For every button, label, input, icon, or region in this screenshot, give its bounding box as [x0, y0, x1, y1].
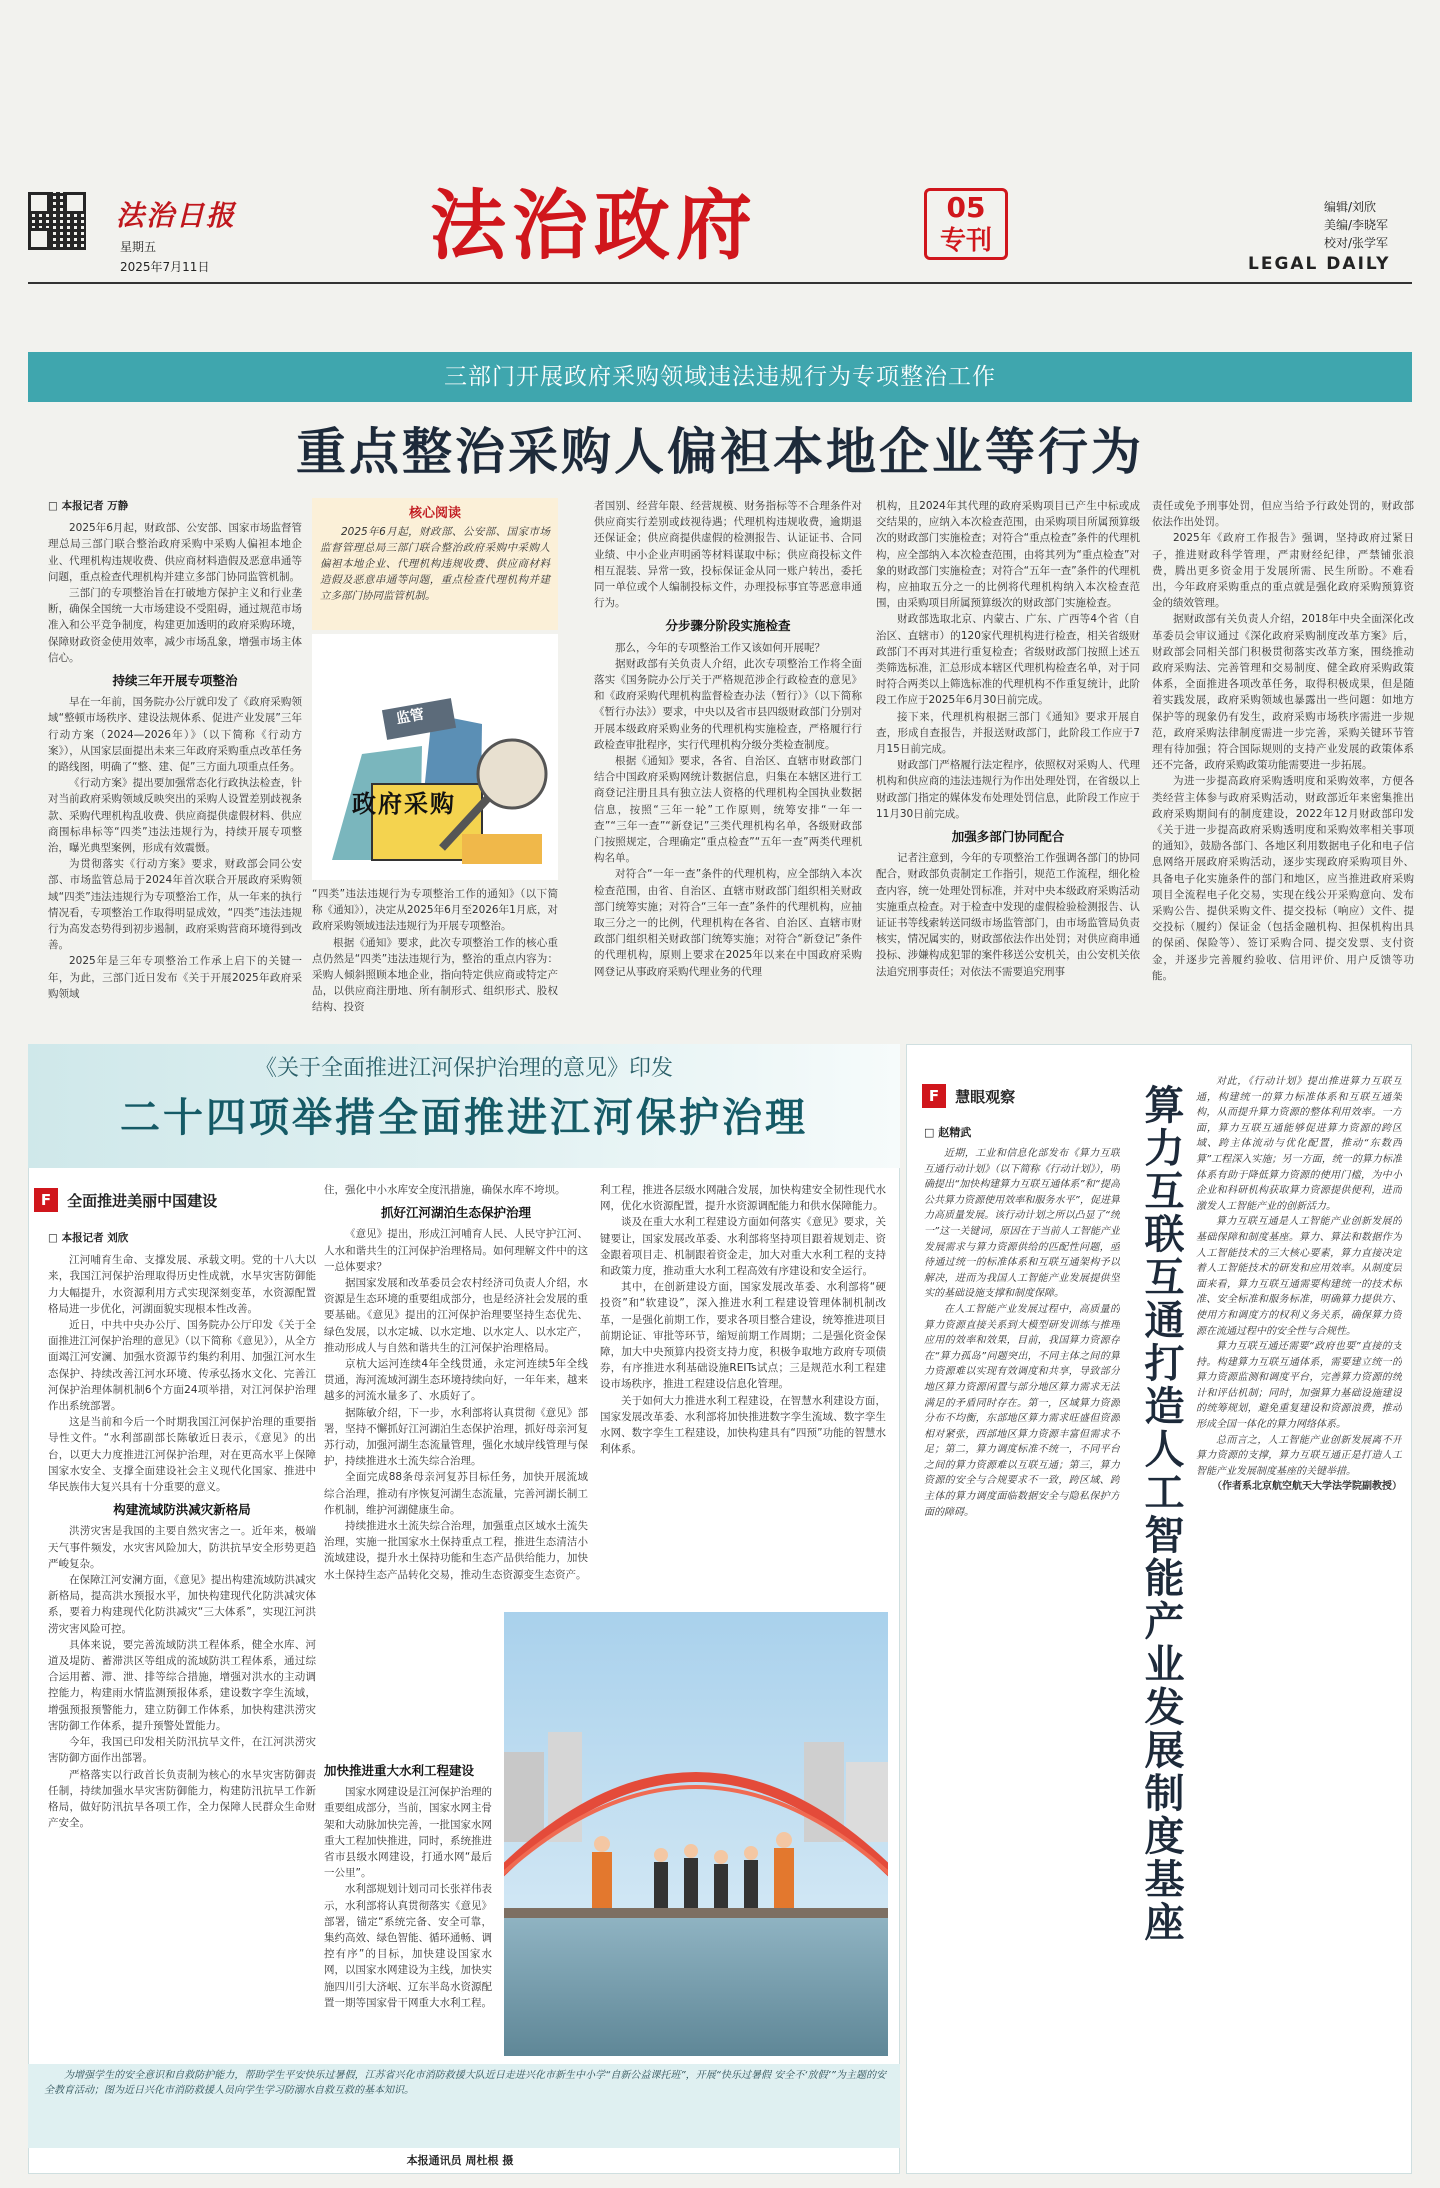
article2-para: 其中，在创新建设方面，国家发展改革委、水利部将“硬投资”和“软建设”，深入推进水利工程建设管理体制机制改革，一是强化前期工作，要求各项目整合建设，统筹推进项目前期论证、审批等环节，缩短前期工作周期；二是强化资金保障，加大中央预算内投资支持力度，积极争取地方政府专项债券，有序推进水利基础设施REITs试点；三是规范水利工程建设市场秩序，推进工程建设信息化管理。 [600, 1281, 886, 1391]
masthead-rule [28, 282, 1412, 284]
article1-para: 根据《通知》要求，各省、自治区、直辖市财政部门结合中国政府采购网统计数据信息，归集在本辖区进行工商登记注册且具有独立法人资格的代理机构全国执业数据信息，按照“三年一轮”工作原则，统筹安排“一年一查”“三年一查”“新登记”三类代理机构名单，各级财政部门按照规定，合理确定“重点检查”“五年一查”两类代理机构名单。 [594, 755, 862, 865]
article1-headline: 重点整治采购人偏袒本地企业等行为 [296, 423, 1144, 481]
government-procurement-illustration [312, 634, 558, 880]
article1-kicker-bar [28, 352, 1412, 402]
article1-para: 《行动方案》提出要加强常态化行政执法检查，针对当前政府采购领域反映突出的采购人设置差别歧视条款、采购代理机构乱收费、供应商提供虚假材料、供应商围标串标等“四类”违法违规行为，持续开展专项整治，曝光典型案例，形成有效震慑。 [48, 777, 302, 855]
article2-para: 住，强化中小水库安全度汛措施，确保水库不垮坝。 [324, 1184, 566, 1196]
article2-para: 江河哺育生命、支撑发展、承载文明。党的十八大以来，我国江河保护治理取得历史性成就，水旱灾害防御能力大幅提升，水资源利用方式实现深刻变革，水资源配置格局进一步优化，河湖面貌实现根本性改善。 [48, 1254, 316, 1315]
article1-para: 2025年《政府工作报告》强调，坚持政府过紧日子，推进财政科学管理，严肃财经纪律，严禁铺张浪费，腾出更多资金用于发展所需、民生所盼。不难看出，今年政府采购重点的重点就是强化政府采购预算资金的绩效管理。 [1152, 532, 1414, 610]
article1-kicker: 三部门开展政府采购领域违法违规行为专项整治工作 [444, 364, 996, 390]
article2-subhead-2: 抓好江河湖泊生态保护治理 [380, 1205, 531, 1221]
article2-kicker: 《关于全面推进江河保护治理的意见》印发 [254, 1056, 673, 1081]
article2-para: 利工程，推进各层级水网融合发展，加快构建安全韧性现代水网，优化水资源配置，提升水资源调配能力和供水保障能力。 [600, 1184, 886, 1213]
article3-para: 近期，工业和信息化部发布《算力互联互通行动计划》（以下简称《行动计划》），明确提出“加快构建算力互联互通体系”和“提高公共算力资源使用效率和服务水平”，促进算力高质量发展。该行动计划之所以凸显了“统一”这一关键词，原因在于当前人工智能产业发展需求与算力资源供给的匹配性问题，亟待通过统一的标准体系和互联互通架构予以解决，进而为我国人工智能产业发展提供坚实的基础设施支撑和制度保障。 [924, 1148, 1120, 1300]
article2-para: 全面完成88条母亲河复苏目标任务，加快开展流域综合治理，推动有序恢复河湖生态流量，完善河湖长制工作机制，维护河湖健康生命。 [324, 1471, 588, 1516]
article1-column-2 [312, 886, 558, 1018]
english-name: LEGAL DAILY [1248, 254, 1391, 274]
article2-para: 在保障江河安澜方面，《意见》提出构建流域防洪减灾新格局，提高洪水预报水平，加快构建现代化防洪减灾体系，要着力构建现代化防洪减灾“三大体系”，实现江河洪涝灾害风险可控。 [48, 1574, 316, 1635]
article1-subhead-3: 加强多部门协同配合 [951, 829, 1065, 845]
qr-code [28, 192, 86, 250]
article1-subhead-2: 分步骤分阶段实施检查 [665, 618, 791, 634]
article3-para: 算力互联互通还需要“政府也要”直接的支持。构建算力互联互通体系，需要建立统一的算力资源监测和调度平台，完善算力资源的统计和评估机制；同时，加强算力基础设施建设的统筹规划，避免重复建设和资源浪费，推动形成全国一体化的算力网络体系。 [1196, 1341, 1402, 1431]
staff-proofreader: 校对/张学军 [1324, 236, 1389, 250]
bridge-photo-svg [504, 1612, 888, 2056]
article1-byline: □ 本报记者 万静 [48, 500, 129, 512]
article3-column-1 [924, 1146, 1120, 2158]
article2-column-label-text: 全面推进美丽中国建设 [67, 1191, 218, 1210]
article1-para: 财政部选取北京、内蒙古、广东、广西等4个省（自治区、直辖市）的120家代理机构进行检查，相关省级财政部门不再对其进行重复检查；省级财政部门按照上述五类筛选标准，汇总形成本辖区代理机构检查名单，对于同时符合两类以上筛选标准的代理机构不作重复统计，此阶段工作应于2025年6月30日前完成。 [876, 613, 1140, 707]
article1-para: 机构，且2024年其代理的政府采购项目已产生中标或成交结果的，应纳入本次检查范围，由采购项目所属预算级次的财政部门实施检查；对符合“重点检查”条件的代理机构，应全部纳入本次检查范围，由将其列为“重点检查”对象的财政部门实施检查；对符合“五年一查”条件的代理机构，应抽取五分之一的比例将代理机构纳入本次检查范围，由采购项目所属预算级次的财政部门实施检查。 [876, 500, 1140, 610]
article1-column-1 [48, 498, 302, 1018]
photo-caption: 为增强学生的安全意识和自救防护能力，帮助学生平安快乐过暑假，江苏省兴化市消防救援大队近日走进兴化市新生中小学“自新公益课托班”，开展“快乐过暑假 安全不‘放假’”为主题的安全教育活动；图为近日兴化市消防救援人员向学生学习防溺水自救互救的基本知识。 [44, 2070, 886, 2096]
staff-credits [1324, 198, 1388, 252]
article2-para: 据陈敏介绍，下一步，水利部将认真贯彻《意见》部署，坚持不懈抓好江河湖泊生态保护治理，抓好母亲河复苏行动，加强河湖生态流量管理，强化水域岸线管理与保护，持续推进水土流失综合治理。 [324, 1406, 588, 1468]
core-reading-text: 2025年6月起，财政部、公安部、国家市场监督管理总局三部门联合整治政府采购中采购人偏袒本地企业、代理机构违规收费、供应商材料造假及恶意串通等问题，重点检查代理机构并建立多部门协同监管机制。 [320, 526, 550, 602]
article2-column-3 [600, 1182, 886, 1602]
article2-column-2b [324, 1756, 492, 2056]
article3-para: 算力互联互通是人工智能产业创新发展的基础保障和制度基座。算力、算法和数据作为人工智能技术的三大核心要素，算力直接决定着人工智能技术的研发和应用效率。从制度层面来看，算力互联互通需要构建统一的技术标准、安全标准和服务标准，明确算力提供方、使用方和调度方的权利义务关系，确保算力资源在流通过程中的安全性与合规性。 [1196, 1216, 1402, 1337]
page-number: 05 [946, 191, 986, 224]
article2-column-label [34, 1188, 284, 1218]
article3-headline: 算力互联互通打造人工智能产业发展制度基座 [1138, 1084, 1184, 1944]
article1-para: 记者注意到，今年的专项整治工作强调各部门的协同配合，财政部负责制定工作指引，规范工作流程，细化检查内容，统一处理处罚标准，并对中央本级政府采购活动实施重点检查。对于检查中发现的虚假检验检测报告、认证证书等线索转送同级市场监管部门，由市场监管局负责核实，情况属实的，财政部依法作出处罚；对供应商串通投标、涉嫌构成犯罪的案件移送公安机关，由公安机关依法追究刑事责任；对依法不需要追究刑事 [876, 852, 1140, 978]
section-title: 法治政府 [430, 181, 758, 270]
article1-para: 根据《通知》要求，此次专项整治工作的核心重点仍然是“四类”违法违规行为，整治的重点内容为：采购人倾斜照顾本地企业，指向特定供应商或特定产品，以供应商注册地、所有制形式、组织形式、股权结构、投资 [312, 936, 558, 1014]
article2-para: 据国家发展和改革委员会农村经济司负责人介绍，水资源是生态环境的重要组成部分，也是经济社会发展的重要基础。《意见》提出的江河保护治理要坚持生态优先、绿色发展，以水定城、以水定地、以水定人、以水定产，推动形成人与自然和谐共生的江河保护治理格局。 [324, 1277, 588, 1354]
weekday: 星期五 [120, 240, 157, 254]
article1-column-4 [876, 498, 1140, 1018]
page-tag: 专刊 [939, 226, 992, 256]
article2-para: 《意见》提出，形成江河哺育人民、人民守护江河、人水和谐共生的江河保护治理格局。如何理解文件中的这一总体要求？ [324, 1228, 588, 1273]
article3-column-label-text: 慧眼观察 [955, 1087, 1016, 1106]
issue-date: 2025年7月11日 [120, 260, 210, 274]
article1-para: 对符合“一年一查”条件的代理机构，应全部纳入本次检查范围，由省、自治区、直辖市财政部门组织相关财政部门统筹实施；对符合“三年一查”条件的代理机构，应抽取三分之一的比例，代理机构在各省、自治区、直辖市财政部门组织相关财政部门统筹实施；对符合“新登记”条件的代理机构，原则上要求在2025年以来在中国政府采购网登记从事政府采购代理业务的代理 [594, 868, 862, 978]
article3-para: 在人工智能产业发展过程中，高质量的算力资源直接关系到大模型研发训练与推理应用的效率和效果，目前，我国算力资源存在“算力孤岛”问题突出，不同主体之间的算力资源难以实现有效调度和共享，导致部分地区算力资源闲置与部分地区算力需求无法满足的矛盾同时存在。第一，区域算力资源分布不均衡，东部地区算力需求旺盛但资源相对紧张，西部地区算力资源丰富但需求不足；第二，算力调度标准不统一，不同平台之间的算力资源难以互联互通；第三，算力资源的安全与合规要求不一致，跨区域、跨主体的算力调度面临数据安全与隐私保护方面的障碍。 [924, 1303, 1120, 1518]
page-number-badge [924, 188, 1008, 260]
illustration-svg [312, 634, 558, 880]
article2-para: 近日，中共中央办公厅、国务院办公厅印发《关于全面推进江河保护治理的意见》（以下简称《意见》），从全方面竭江河安澜、加强水资源节约集约利用、加强江河水生态保护、持续改善江河水环境、传承弘扬水文化、完善江河保护治理体制机制6个方面24项举措，对江河保护治理作出系统部署。 [48, 1319, 316, 1413]
illustration-label-procurement: 政府采购 [352, 790, 456, 818]
article1-para: 那么，今年的专项整治工作又该如何开展呢？ [615, 641, 825, 654]
article2-para: 具体来说，要完善流域防洪工程体系，健全水库、河道及堤防、蓄滞洪区等组成的流域防洪工程体系，通过综合运用蓄、滞、泄、排等综合措施，增强对洪水的主动调控能力，构建雨水情监测预报体系，建设数字孪生流域，增强预报预警能力，建立防御工作体系，加快构建洪涝灾害防御工作体系，提升预警处置能力。 [48, 1638, 316, 1732]
column-logo-icon: F [34, 1188, 58, 1212]
article2-para: 今年，我国已印发相关防汛抗旱文件，在江河洪涝灾害防御方面作出部署。 [48, 1736, 316, 1765]
article1-column-5 [1152, 498, 1414, 1018]
article2-para: 持续推进水土流失综合治理，加强重点区域水土流失治理，实施一批国家水土保持重点工程，推进生态清洁小流域建设，提升水土保持功能和生态产品供给能力，加快水土保持生态产品转化交易，推动生态资源变生态资产。 [324, 1520, 588, 1581]
article2-para: 洪涝灾害是我国的主要自然灾害之一。近年来，极端天气事件频发，水灾害风险加大，防洪抗旱安全形势更趋严峻复杂。 [48, 1525, 316, 1570]
staff-designer: 美编/李晓军 [1324, 218, 1389, 232]
article2-para: 谈及在重大水利工程建设方面如何落实《意见》要求，关键要让，国家发展改革委、水利部将坚持项目跟着规划走、资金跟着项目走、机制跟着资金走，加大对重大水利工程的支持和政策力度，推动重大水利工程高效有序建设和安全运行。 [600, 1216, 886, 1278]
article1-para: 2025年6月起，财政部、公安部、国家市场监督管理总局三部门联合整治政府采购中采购人偏袒本地企业、代理机构违规收费、供应商材料造假及恶意串通等问题，重点检查代理机构并建立多部门协同监管机制。 [48, 522, 302, 583]
article1-para: 2025年是三年专项整治工作承上启下的关键一年，为此，三部门近日发布《关于开展2025年政府采购领域 [48, 955, 302, 1000]
column-logo-icon: F [922, 1084, 946, 1108]
article3-author-note: （作者系北京航空航天大学法学院副教授） [1212, 1481, 1402, 1493]
article2-subhead-3: 加快推进重大水利工程建设 [324, 1763, 475, 1778]
article2-para: 水利部规划计划司司长张祥伟表示，水利部将认真贯彻落实《意见》部署，锚定“系统完备、安全可靠，集约高效、绿色智能、循环通畅、调控有序”的目标，加快建设国家水网，以国家水网建设为主线，加快实施四川引大济岷、辽东半岛水资源配置一期等国家骨干网重大水利工程。 [324, 1883, 492, 2009]
article2-para: 国家水网建设是江河保护治理的重要组成部分，当前，国家水网主骨架和大动脉加快完善，一批国家水网重大工程加快推进，同时，系统推进省市县级水网建设，打通水网“最后一公里”。 [324, 1786, 492, 1880]
article3-para: 对此，《行动计划》提出推进算力互联互通，构建统一的算力标准体系和互联互通架构，从而提升算力资源的整体利用效率。一方面，算力互联互通能够促进算力资源的跨区域、跨主体流动与优化配置，推动“东数西算”工程深入实施；另一方面，统一的算力标准体系有助于降低算力资源的使用门槛，为中小企业和科研机构获取算力资源提供便利，进而激发人工智能产业的创新活力。 [1196, 1076, 1402, 1212]
article2-para: 京杭大运河连续4年全线贯通，永定河连续5年全线贯通，海河流域河湖生态环境持续向好，一年年来，越来越多的河流水量多了、水质好了。 [324, 1358, 588, 1403]
article1-para: 财政部门严格履行法定程序，依照权对采购人、代理机构和供应商的违法违规行为作出处理处罚，在省级以上财政部门指定的媒体发布处理处罚信息，此阶段工作应于11月30日前完成。 [876, 759, 1140, 820]
article1-para: 三部门的专项整治旨在打破地方保护主义和行业垄断，确保全国统一大市场建设不受阻碍，通过规范市场准入和公平竞争制度，构建更加透明的政府采购环境，保障财政资金使用效率，减少市场乱象，增强市场主体信心。 [48, 587, 302, 664]
article2-para: 这是当前和今后一个时期我国江河保护治理的重要指导性文件。“水利部副部长陈敏近日表示，《意见》的出台，以更大力度推进江河保护治理，对在更高水平上保障国家水安全、支撑全面建设社会主义现代化国家、推进中华民族伟大复兴具有十分重要的意义。 [48, 1416, 316, 1494]
core-reading-box [312, 498, 558, 630]
illustration-label-supervision: 监管 [394, 706, 426, 728]
core-reading-title: 核心阅读 [408, 506, 461, 521]
article1-subhead-1: 持续三年开展专项整治 [112, 673, 238, 689]
article2-subhead-1: 构建流域防洪减灾新格局 [113, 1502, 251, 1518]
article1-para: 据财政部有关负责人介绍，此次专项整治工作将全面落实《国务院办公厅关于严格规范涉企行政检查的意见》和《政府采购代理机构监督检查办法（暂行）》（以下简称《暂行办法》）要求，中央以及省市县四级财政部门分别对开展本级政府采购业务的代理机构实施检查，严格履行行政检查审批程序，实行代理机构分级分类检查制度。 [594, 657, 862, 751]
article1-para: “四类”违法违规行为专项整治工作的通知》（以下简称《通知》），决定从2025年6月至2026年1月底，对政府采购领域违法违规行为开展专项整治。 [312, 888, 558, 933]
article1-para: 接下来，代理机构根据三部门《通知》要求开展自查，形成自查报告，并报送财政部门，此阶段工作应于7月15日前完成。 [876, 710, 1140, 756]
article3-column-label [922, 1084, 1122, 1114]
article2-column-1 [48, 1230, 316, 2162]
photo-credit: 本报通讯员 周杜根 摄 [406, 2154, 514, 2167]
article1-para: 者国别、经营年限、经营规模、财务指标等不合理条件对供应商实行差别或歧视待遇；代理机构违规收费，逾期退还保证金；供应商提供虚假的检测报告、认证证书、合同业绩、中小企业声明函等材料谋取中标；供应商投标文件相互混装、异常一致，投标保证金从同一账户转出，委托同一单位或个人编制投标文件，办理投标事宜等恶意串通行为。 [594, 500, 862, 610]
paper-logo: 法治日报 [116, 199, 237, 232]
article1-para: 早在一年前，国务院办公厅就印发了《政府采购领域“整顿市场秩序、建设法规体系、促进产业发展”三年行动方案（2024—2026年）》（以下简称《行动方案》），从国家层面提出未来三年政府采购重点改革任务的路线图，明确了“整、建、促”三方面九项重点任务。 [48, 696, 302, 774]
article3-author: □ 赵精武 [924, 1126, 972, 1139]
article1-para: 责任或免予刑事处罚，但应当给予行政处罚的，财政部依法作出处罚。 [1152, 500, 1414, 529]
bridge-photo [504, 1612, 888, 2056]
article2-para: 关于如何大力推进水利工程建设，在智慧水利建设方面，国家发展改革委、水利部将加快推进数字孪生流域、数字孪生水网、数字孪生工程建设，加快构建具有“四预”功能的智慧水利体系。 [600, 1394, 886, 1456]
article1-para: 为进一步提高政府采购透明度和采购效率，方便各类经营主体参与政府采购活动，财政部近年来密集推出政府采购期间有的制度建设，2022年12月财政部印发《关于进一步提高政府采购透明度和采购效率相关事项的通知》，鼓励各部门、各地区利用数据电子化和电子信息网络开展政府采购活动，逐步实现政府采购项目外、具备电子化实施条件的部门和地区，应当推进政府采购项目全流程电子化交易，实现在线公开采购意向、发布采购公告、提供采购文件、提交投标（响应）文件、提交投标（履约）保证金（包括金融机构、担保机构出具的保函、保险等）、签订采购合同、提交发票、支付资金，并逐步完善履约验收、信用评价、用户反馈等功能。 [1152, 775, 1414, 982]
article1-para: 据财政部有关负责人介绍，2018年中央全面深化改革委员会审议通过《深化政府采购制度改革方案》后，财政部会同相关部门积极贯彻落实改革方案，围绕推动政府采购法、完善管理和交易制度、健全政府采购政策体系，全面推进各项改革任务，取得积极成果，但是随着实践发展，政府采购领域也暴露出一些问题：如地方保护等的现象仍有发生，政府采购市场秩序需进一步规范，政府采购法律制度需进一步完善，采购关键环节管理有待加强；符合国际规则的支持产业发展的政策体系还不完备，政府采购政策功能需要进一步拓展。 [1152, 613, 1414, 772]
article1-column-3 [594, 498, 862, 1018]
staff-editor: 编辑/刘欣 [1324, 200, 1377, 214]
article2-byline: □ 本报记者 刘欣 [48, 1232, 129, 1244]
article2-para: 严格落实以行政首长负责制为核心的水旱灾害防御责任制，持续加强水旱灾害防御能力，构建防汛抗旱工作新格局，做好防汛抗旱各项工作，全力保障人民群众生命财产安全。 [48, 1768, 316, 1830]
article3-column-2 [1196, 1074, 1402, 2164]
article1-para: 为贯彻落实《行动方案》要求，财政部会同公安部、市场监管总局于2024年首次联合开展政府采购领域“四类”违法违规行为专项整治工作，从一年来的执行情况看，专项整治工作取得明显成效，“四类”违法违规行为高发态势得到初步遏制，政府采购营商环境得到改善。 [48, 858, 302, 952]
article3-para: 总而言之，人工智能产业创新发展离不开算力资源的支撑，算力互联互通正是打造人工智能产业发展制度基座的关键举措。 [1196, 1434, 1402, 1477]
article2-headline: 二十四项举措全面推进江河保护治理 [120, 1095, 808, 1141]
